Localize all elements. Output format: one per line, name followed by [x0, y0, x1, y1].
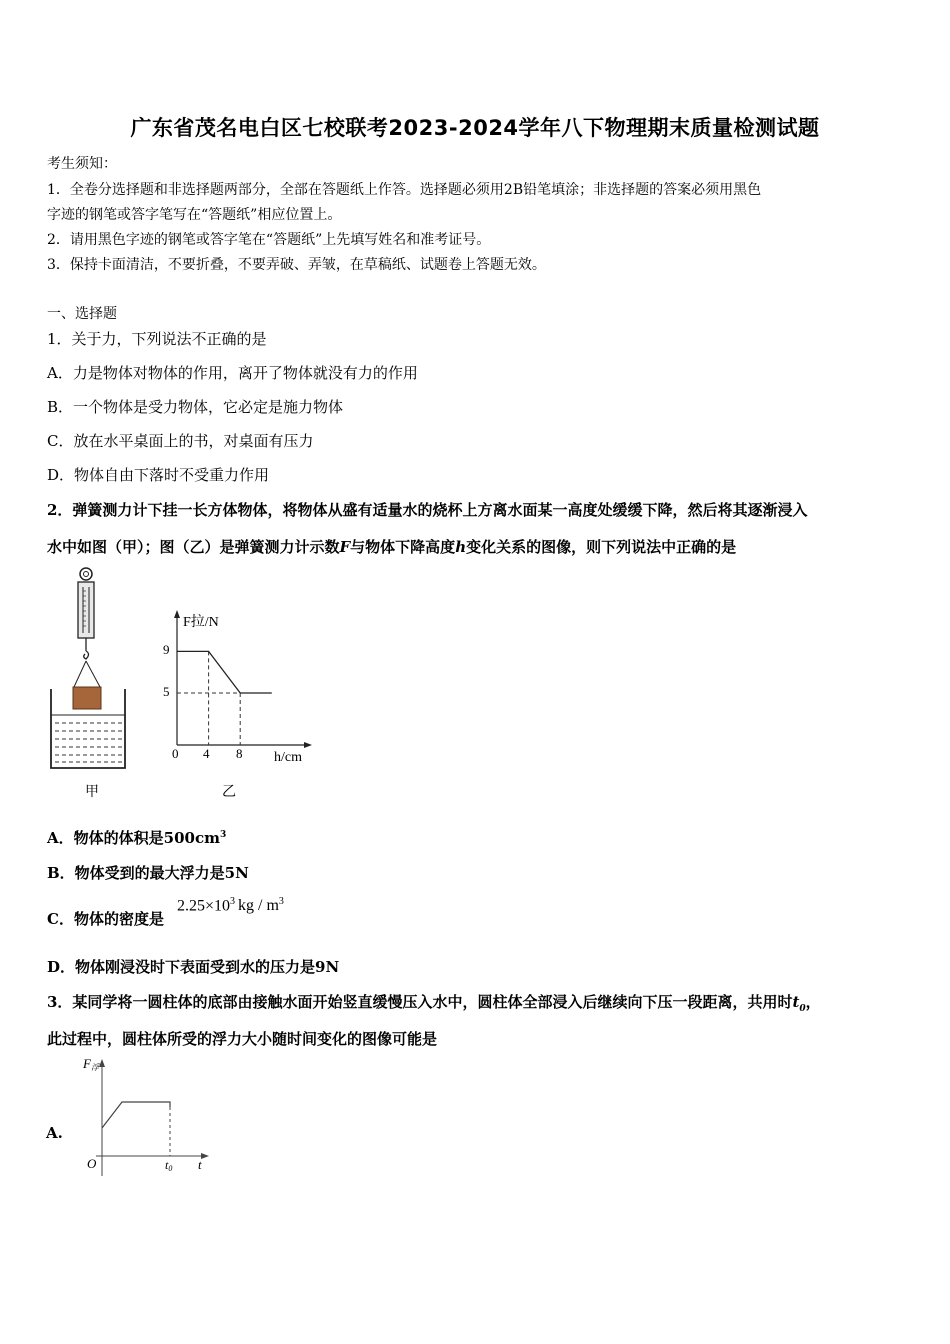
graph-x-label: h/cm [274, 750, 302, 765]
graph-origin: 0 [172, 746, 179, 761]
rectangular-block [73, 687, 101, 709]
y-tick-9: 9 [163, 642, 170, 657]
notice-item-1: 1．全卷分选择题和非选择题两部分，全部在答题纸上作答。选择题必须用2B铅笔填涂；非选择题的答案必须用黑色 [47, 182, 762, 198]
q2-stem-part-b: 与物体下降高度 [350, 538, 456, 556]
q2-option-c-formula [177, 896, 284, 915]
figure-jia [40, 563, 140, 803]
q2-stem-line1: 2．弹簧测力计下挂一长方体物体，将物体从盛有适量水的烧杯上方离水面某一高度处缓缓下降，然后将其逐渐浸入 [47, 501, 808, 519]
notice-item-3: 3．保持卡面清洁，不要折叠，不要弄破、弄皱，在草稿纸、试题卷上答题无效。 [47, 257, 546, 273]
density-unit: kg / m [238, 897, 279, 915]
q3-stem-line1 [47, 991, 821, 1014]
graph-origin: O [87, 1156, 97, 1171]
spring-scale-body [78, 582, 94, 638]
q3-var-t: t [792, 993, 800, 1011]
q1-option-a: A．力是物体对物体的作用，离开了物体就没有力的作用 [47, 364, 418, 382]
q2-option-a-text: A．物体的体积是500cm [47, 829, 220, 847]
density-value: 2.25×10 [177, 897, 231, 915]
section-heading: 一、选择题 [47, 306, 117, 322]
q2-option-a [47, 827, 226, 848]
figure-jia-label: 甲 [85, 784, 99, 800]
q2-option-b: B．物体受到的最大浮力是5N [47, 864, 249, 882]
x-axis-arrow [201, 1153, 209, 1159]
x-tick-8: 8 [236, 746, 243, 761]
notice-item-2: 2．请用黑色字迹的钢笔或答字笔在“答题纸”上先填写姓名和准考证号。 [47, 232, 491, 248]
figure-yi-label: 乙 [222, 784, 236, 800]
q2-var-h: h [455, 538, 467, 556]
scale-ring [80, 568, 92, 580]
x-axis-arrow [304, 742, 312, 748]
density-unit-exponent: 3 [278, 896, 284, 907]
graph-x-label: t [198, 1157, 202, 1172]
x-tick-4: 4 [203, 746, 210, 761]
q2-stem-part-c: 变化关系的图像，则下列说法中正确的是 [466, 538, 737, 556]
q1-stem: 1．关于力，下列说法不正确的是 [47, 330, 267, 348]
figure-yi-graph [160, 605, 330, 770]
q3-option-a-graph [78, 1052, 218, 1182]
q1-option-c: C．放在水平桌面上的书，对桌面有压力 [47, 432, 314, 450]
q3-stem-line2: 此过程中，圆柱体所受的浮力大小随时间变化的图像可能是 [47, 1030, 438, 1048]
notice-heading: 考生须知： [47, 156, 117, 172]
q3-var-t-sub: 0 [799, 1004, 806, 1014]
q2-option-a-sup: 3 [219, 830, 227, 840]
q3-option-a-label: A. [46, 1124, 63, 1142]
q2-option-d: D．物体刚浸没时下表面受到水的压力是9N [47, 958, 340, 976]
q2-var-f: F [339, 538, 351, 556]
scale-hook [84, 651, 89, 659]
density-exponent: 3 [230, 896, 236, 907]
q3-stem-end: ， [805, 993, 821, 1011]
q2-stem-line2 [47, 536, 736, 557]
y-axis-arrow [174, 610, 180, 618]
y-axis-arrow [99, 1059, 105, 1067]
q1-option-d: D．物体自由下落时不受重力作用 [47, 466, 270, 484]
water [55, 723, 122, 762]
q2-stem-part-a: 水中如图（甲）；图（乙）是弹簧测力计示数 [47, 538, 340, 556]
q2-option-c: C．物体的密度是 [47, 910, 164, 928]
series-line [177, 651, 272, 693]
q1-option-b: B．一个物体是受力物体，它必定是施力物体 [47, 398, 344, 416]
t0-tick: t0 [165, 1158, 173, 1173]
notice-item-1-cont: 字迹的钢笔或答字笔写在“答题纸”相应位置上。 [47, 207, 342, 223]
q3-stem-text: 3．某同学将一圆柱体的底部由接触水面开始竖直缓慢压入水中，圆柱体全部浸入后继续向下压一段距离，共用时 [47, 993, 793, 1011]
page-title: 广东省茂名电白区七校联考2023-2024学年八下物理期末质量检测试题 [130, 116, 820, 140]
buoyancy-curve [102, 1102, 170, 1128]
graph-y-label: F拉/N [183, 615, 219, 630]
graph-y-label: F浮 [83, 1056, 99, 1072]
y-tick-5: 5 [163, 684, 170, 699]
